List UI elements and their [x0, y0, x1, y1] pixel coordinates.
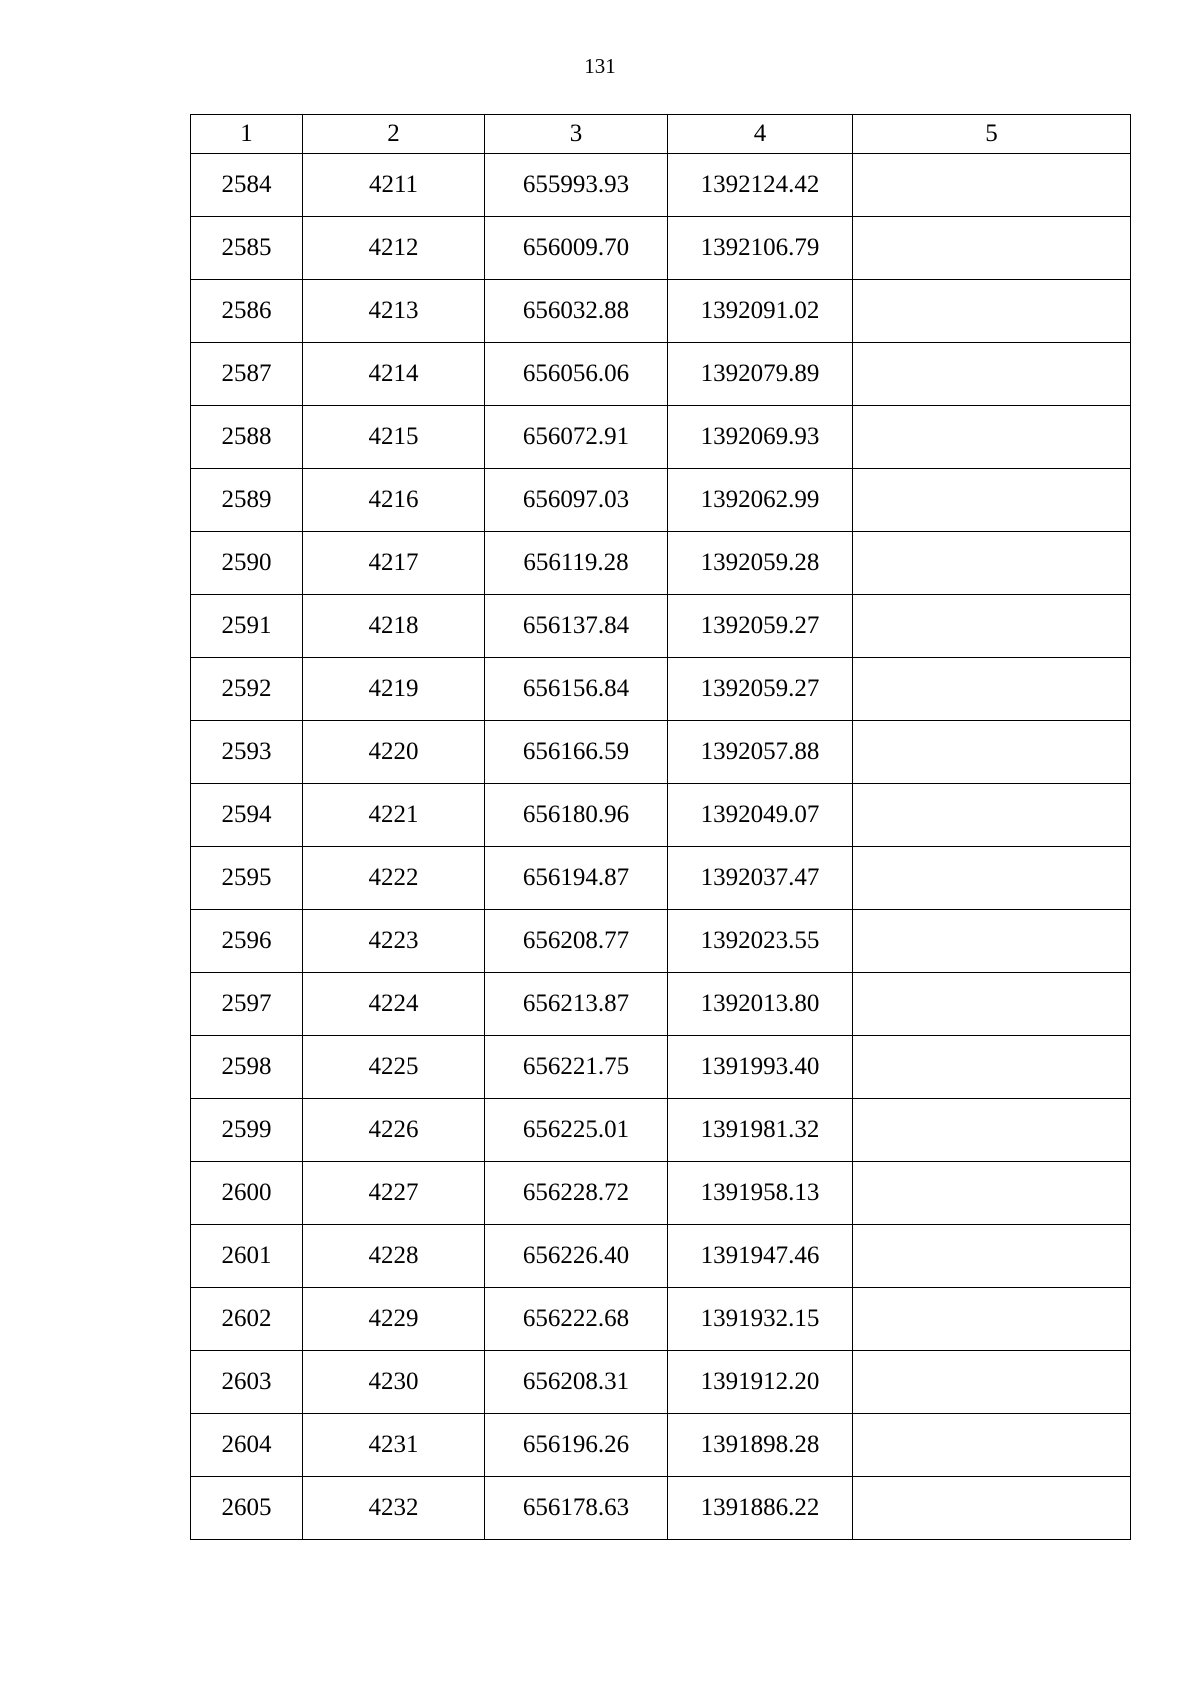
y-coordinate-cell: 1391898.28	[668, 1414, 853, 1477]
index-cell: 4216	[303, 469, 485, 532]
point-number-cell: 2605	[191, 1477, 303, 1540]
point-number-cell: 2587	[191, 343, 303, 406]
note-cell	[853, 343, 1131, 406]
table-row	[191, 469, 1131, 532]
y-coordinate-cell: 1392079.89	[668, 343, 853, 406]
column-header: 2	[303, 115, 485, 154]
y-coordinate-cell: 1392057.88	[668, 721, 853, 784]
table-row	[191, 847, 1131, 910]
y-coordinate-cell: 1392037.47	[668, 847, 853, 910]
note-cell	[853, 217, 1131, 280]
x-coordinate-cell: 656032.88	[485, 280, 668, 343]
point-number-cell: 2585	[191, 217, 303, 280]
point-number-cell: 2586	[191, 280, 303, 343]
table-body	[191, 154, 1131, 1540]
index-cell: 4224	[303, 973, 485, 1036]
y-coordinate-cell: 1392124.42	[668, 154, 853, 217]
note-cell	[853, 721, 1131, 784]
x-coordinate-cell: 656097.03	[485, 469, 668, 532]
index-cell: 4223	[303, 910, 485, 973]
point-number-cell: 2601	[191, 1225, 303, 1288]
index-cell: 4219	[303, 658, 485, 721]
x-coordinate-cell: 656222.68	[485, 1288, 668, 1351]
note-cell	[853, 973, 1131, 1036]
point-number-cell: 2599	[191, 1099, 303, 1162]
table-row	[191, 1414, 1131, 1477]
y-coordinate-cell: 1392059.27	[668, 595, 853, 658]
table-row	[191, 910, 1131, 973]
note-cell	[853, 406, 1131, 469]
y-coordinate-cell: 1392062.99	[668, 469, 853, 532]
index-cell: 4226	[303, 1099, 485, 1162]
table-row	[191, 532, 1131, 595]
table-row	[191, 1036, 1131, 1099]
index-cell: 4213	[303, 280, 485, 343]
y-coordinate-cell: 1392091.02	[668, 280, 853, 343]
x-coordinate-cell: 656072.91	[485, 406, 668, 469]
x-coordinate-cell: 656009.70	[485, 217, 668, 280]
note-cell	[853, 1351, 1131, 1414]
x-coordinate-cell: 656137.84	[485, 595, 668, 658]
index-cell: 4225	[303, 1036, 485, 1099]
table-row	[191, 280, 1131, 343]
x-coordinate-cell: 656196.26	[485, 1414, 668, 1477]
page-number: 131	[584, 54, 616, 78]
point-number-cell: 2584	[191, 154, 303, 217]
note-cell	[853, 1036, 1131, 1099]
index-cell: 4217	[303, 532, 485, 595]
note-cell	[853, 154, 1131, 217]
index-cell: 4231	[303, 1414, 485, 1477]
x-coordinate-cell: 656221.75	[485, 1036, 668, 1099]
y-coordinate-cell: 1391886.22	[668, 1477, 853, 1540]
index-cell: 4227	[303, 1162, 485, 1225]
y-coordinate-cell: 1392069.93	[668, 406, 853, 469]
table-row	[191, 721, 1131, 784]
index-cell: 4222	[303, 847, 485, 910]
note-cell	[853, 847, 1131, 910]
column-header: 4	[668, 115, 853, 154]
index-cell: 4230	[303, 1351, 485, 1414]
y-coordinate-cell: 1392049.07	[668, 784, 853, 847]
table-row	[191, 1099, 1131, 1162]
y-coordinate-cell: 1391958.13	[668, 1162, 853, 1225]
table-row	[191, 154, 1131, 217]
x-coordinate-cell: 656225.01	[485, 1099, 668, 1162]
note-cell	[853, 1225, 1131, 1288]
y-coordinate-cell: 1392059.28	[668, 532, 853, 595]
point-number-cell: 2604	[191, 1414, 303, 1477]
point-number-cell: 2589	[191, 469, 303, 532]
point-number-cell: 2593	[191, 721, 303, 784]
note-cell	[853, 280, 1131, 343]
y-coordinate-cell: 1391947.46	[668, 1225, 853, 1288]
index-cell: 4211	[303, 154, 485, 217]
table-row	[191, 406, 1131, 469]
x-coordinate-cell: 656208.77	[485, 910, 668, 973]
point-number-cell: 2597	[191, 973, 303, 1036]
point-number-cell: 2590	[191, 532, 303, 595]
x-coordinate-cell: 656226.40	[485, 1225, 668, 1288]
note-cell	[853, 1162, 1131, 1225]
index-cell: 4228	[303, 1225, 485, 1288]
note-cell	[853, 1414, 1131, 1477]
point-number-cell: 2603	[191, 1351, 303, 1414]
x-coordinate-cell: 656119.28	[485, 532, 668, 595]
index-cell: 4212	[303, 217, 485, 280]
coordinates-table	[190, 114, 1131, 1540]
column-header: 1	[191, 115, 303, 154]
index-cell: 4220	[303, 721, 485, 784]
index-cell: 4229	[303, 1288, 485, 1351]
point-number-cell: 2596	[191, 910, 303, 973]
table-row	[191, 217, 1131, 280]
x-coordinate-cell: 656056.06	[485, 343, 668, 406]
table-row	[191, 658, 1131, 721]
point-number-cell: 2588	[191, 406, 303, 469]
index-cell: 4214	[303, 343, 485, 406]
index-cell: 4221	[303, 784, 485, 847]
table-row	[191, 595, 1131, 658]
column-header: 5	[853, 115, 1131, 154]
table-row	[191, 1288, 1131, 1351]
y-coordinate-cell: 1391981.32	[668, 1099, 853, 1162]
y-coordinate-cell: 1391912.20	[668, 1351, 853, 1414]
table-row	[191, 784, 1131, 847]
table-row	[191, 343, 1131, 406]
note-cell	[853, 1099, 1131, 1162]
x-coordinate-cell: 656178.63	[485, 1477, 668, 1540]
column-header: 3	[485, 115, 668, 154]
x-coordinate-cell: 656213.87	[485, 973, 668, 1036]
note-cell	[853, 1288, 1131, 1351]
index-cell: 4218	[303, 595, 485, 658]
point-number-cell: 2594	[191, 784, 303, 847]
table-row	[191, 973, 1131, 1036]
note-cell	[853, 595, 1131, 658]
point-number-cell: 2595	[191, 847, 303, 910]
point-number-cell: 2592	[191, 658, 303, 721]
x-coordinate-cell: 655993.93	[485, 154, 668, 217]
table-row	[191, 1477, 1131, 1540]
note-cell	[853, 910, 1131, 973]
table-row	[191, 1225, 1131, 1288]
index-cell: 4215	[303, 406, 485, 469]
x-coordinate-cell: 656180.96	[485, 784, 668, 847]
y-coordinate-cell: 1392023.55	[668, 910, 853, 973]
point-number-cell: 2598	[191, 1036, 303, 1099]
note-cell	[853, 469, 1131, 532]
y-coordinate-cell: 1391993.40	[668, 1036, 853, 1099]
x-coordinate-cell: 656228.72	[485, 1162, 668, 1225]
x-coordinate-cell: 656208.31	[485, 1351, 668, 1414]
x-coordinate-cell: 656194.87	[485, 847, 668, 910]
note-cell	[853, 658, 1131, 721]
table-header-row	[191, 115, 1131, 154]
y-coordinate-cell: 1391932.15	[668, 1288, 853, 1351]
index-cell: 4232	[303, 1477, 485, 1540]
note-cell	[853, 532, 1131, 595]
point-number-cell: 2602	[191, 1288, 303, 1351]
y-coordinate-cell: 1392106.79	[668, 217, 853, 280]
x-coordinate-cell: 656156.84	[485, 658, 668, 721]
table-row	[191, 1162, 1131, 1225]
point-number-cell: 2600	[191, 1162, 303, 1225]
y-coordinate-cell: 1392059.27	[668, 658, 853, 721]
note-cell	[853, 784, 1131, 847]
point-number-cell: 2591	[191, 595, 303, 658]
note-cell	[853, 1477, 1131, 1540]
table-row	[191, 1351, 1131, 1414]
x-coordinate-cell: 656166.59	[485, 721, 668, 784]
y-coordinate-cell: 1392013.80	[668, 973, 853, 1036]
